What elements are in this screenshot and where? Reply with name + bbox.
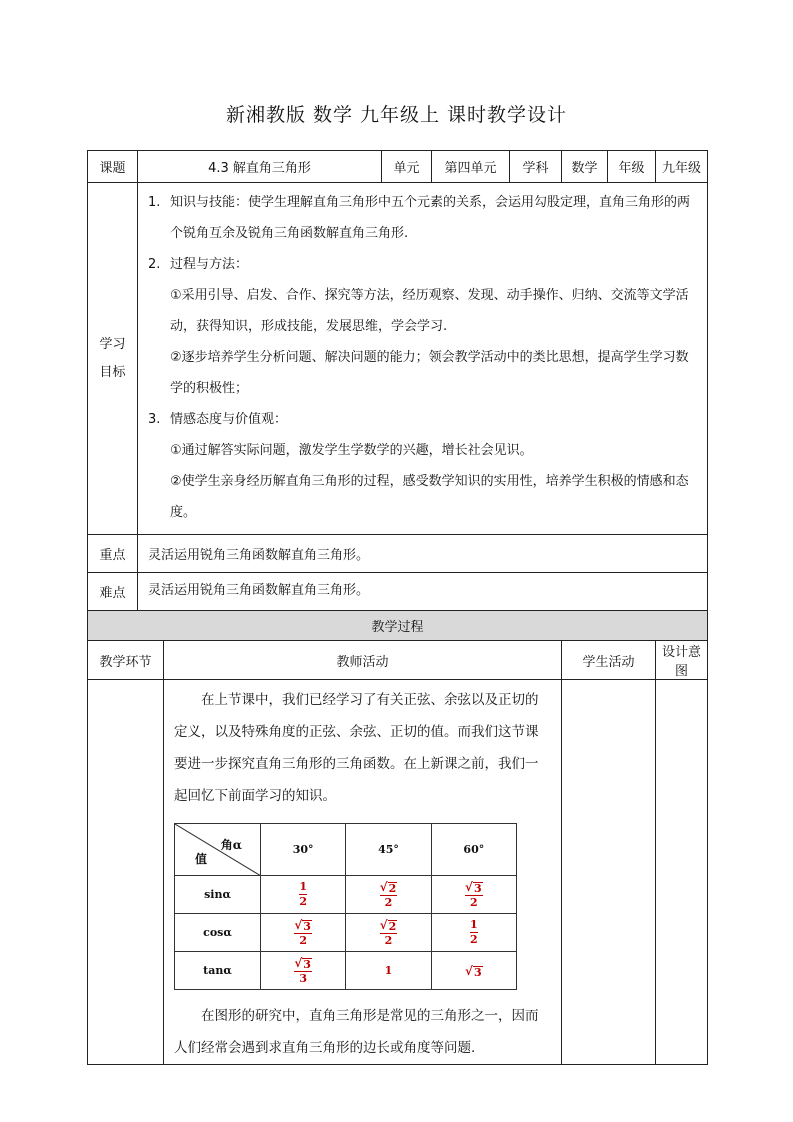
topic-label: 课题 [88,151,138,183]
teaching-step-cell [88,680,164,1065]
diagonal-line [175,824,261,876]
closing-paragraph: 在图形的研究中，直角三角形是常见的三角形之一，因而人们经常会遇到求直角三角形的边长或角度等问题. [174,1008,539,1056]
design-intent-cell [656,680,708,1065]
objective-subitem: ①通过解答实际问题，激发学生学数学的兴趣，增长社会见识。 [170,443,533,458]
cos-label: cosα [175,914,261,952]
lesson-plan-table [87,150,708,1065]
teacher-activity-cell [164,680,562,1065]
cos-30-value: √ 3 2 [261,914,346,952]
difficulty-row [88,573,708,611]
grade-label: 年级 [608,151,656,183]
sin-30-value: $\frac{1}{2}$ [261,876,346,914]
header-row [88,151,708,183]
difficulty-label: 难点 [88,573,138,611]
objective-subitem: ②使学生亲身经历解直角三角形的过程，感受数学知识的实用性，培养学生积极的情感和态度。 [170,474,689,520]
cos-60-value: $\frac{1}{2}$ [431,914,516,952]
process-title-row [88,611,708,641]
intro-paragraph: 在上节课中，我们已经学习了有关正弦、余弦以及正切的定义，以及特殊角度的正弦、余弦、正切的值。而我们这节课要进一步探究直角三角形的三角函数。在上新课之前，我们一起回忆下前面学习的知识。 [174,692,539,804]
topic-value: 4.3 解直角三角形 [138,151,382,183]
unit-label: 单元 [382,151,432,183]
angle-header: 30° [261,824,346,876]
subject-label: 学科 [510,151,562,183]
angle-header: 45° [346,824,431,876]
objective-subitem: ②逐步培养学生分析问题、解决问题的能力；领会教学活动中的类比思想，提高学生学习数学的积极性； [170,350,689,396]
process-body-row [88,680,708,1065]
objectives-label: 学习 目标 [88,183,138,535]
objective-item: 1. 知识与技能：使学生理解直角三角形中五个元素的关系，会运用勾股定理，直角三角形的两个锐角互余及锐角三角函数解直角三角形. [148,195,691,241]
difficulty-value: 灵活运用锐角三角函数解直角三角形。 [138,573,708,611]
key-point-row [88,535,708,573]
objective-item: 3. 情感态度与价值观： [148,412,288,427]
tan-label: tanα [175,952,261,990]
tan-45-value: 1 [346,952,431,990]
trig-values-table [174,823,517,990]
page-title: 新湘教版 数学 九年级上 课时教学设计 [225,104,568,126]
sin-60-value: √ 3 2 [431,876,516,914]
key-point-label: 重点 [88,535,138,573]
col-teacher-activity: 教师活动 [164,641,562,680]
subject-value: 数学 [562,151,608,183]
process-header-row [88,641,708,680]
unit-value: 第四单元 [432,151,510,183]
tan-60-value: √ 3 [431,952,516,990]
objectives-content [138,183,708,535]
tan-30-value: √ 3 3 [261,952,346,990]
grade-value: 九年级 [656,151,708,183]
trig-corner-cell [175,824,261,876]
col-design-intent: 设计意图 [656,641,708,680]
sin-label: sinα [175,876,261,914]
angle-header: 60° [431,824,516,876]
col-teaching-step: 教学环节 [88,641,164,680]
objective-item: 2. 过程与方法： [148,257,249,272]
cos-45-value: √ 2 2 [346,914,431,952]
sin-45-value: √ 2 2 [346,876,431,914]
corner-angle-label: 角α [220,838,242,852]
student-activity-cell [562,680,656,1065]
key-point-value: 灵活运用锐角三角函数解直角三角形。 [138,535,708,573]
corner-value-label: 值 [195,852,208,866]
col-student-activity: 学生活动 [562,641,656,680]
objective-subitem: ①采用引导、启发、合作、探究等方法，经历观察、发现、动手操作、归纳、交流等文学活动，获得知识，形成技能，发展思维，学会学习. [170,288,689,334]
objectives-row [88,183,708,535]
process-title: 教学过程 [88,611,708,641]
